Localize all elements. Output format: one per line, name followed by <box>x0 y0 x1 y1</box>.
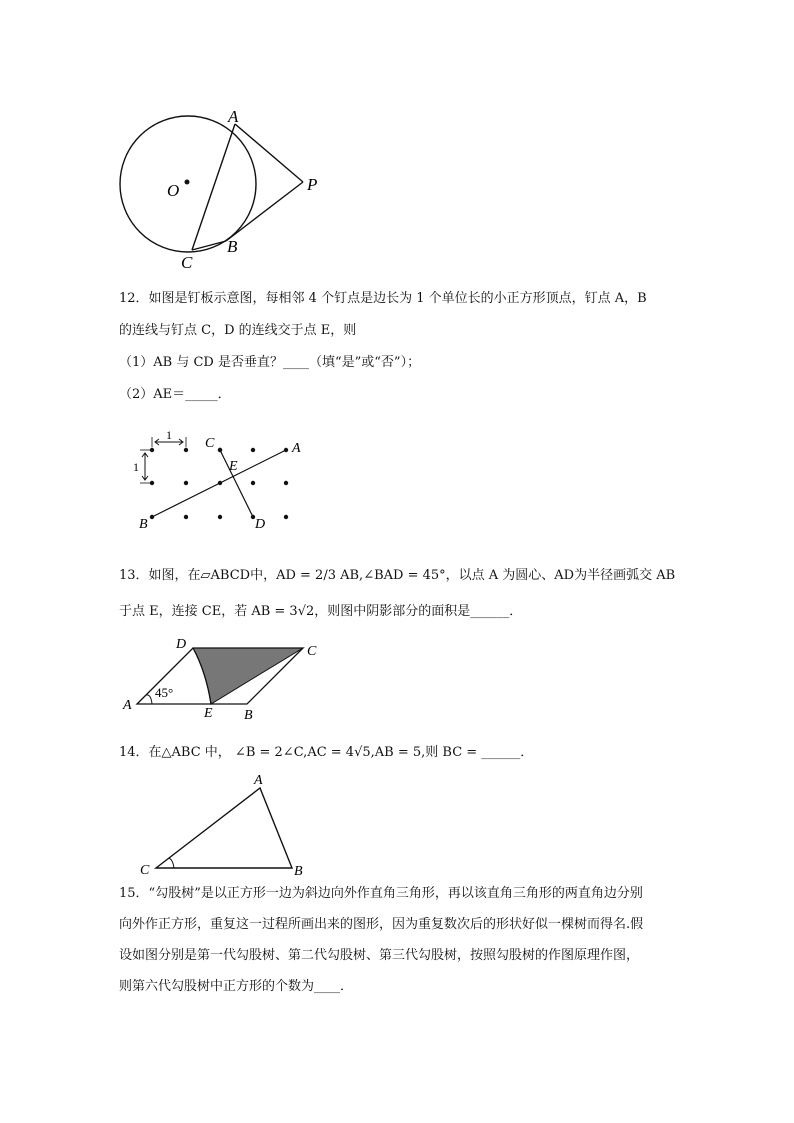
q15-line4: 则第六代勾股树中正方形的个数为____． <box>119 979 354 994</box>
q12-line1: 12．如图是钉板示意图，每相邻 4 个钉点是边长为 1 个单位长的小正方形顶点，钉点 A，B <box>119 291 647 306</box>
label-b: B <box>294 864 303 879</box>
q12-line4: （2）AE＝_____． <box>119 387 231 402</box>
figure-12-pegboard <box>125 425 315 535</box>
q13-line1: 13．如图，在▱ABCD中，AD = 2/3 AB,∠BAD = 45°，以点 A 为圆心、AD为半径画弧交 AB <box>119 568 676 583</box>
q12-line3: （1）AB 与 CD 是否垂直？____（填“是”或“否”）； <box>119 355 421 370</box>
label-e: E <box>204 706 213 721</box>
label-a: A <box>292 441 301 456</box>
label-c: C <box>205 436 215 451</box>
label-p: P <box>307 175 318 194</box>
label-b: B <box>227 237 238 256</box>
figure-13-parallelogram <box>118 632 338 724</box>
figure-11-circle-tangents <box>110 100 340 275</box>
label-a: A <box>254 773 263 788</box>
chord-ac <box>192 124 235 250</box>
label-b: B <box>139 517 148 532</box>
q15-line1: 15．“勾股树”是以正方形一边为斜边向外作直角三角形，再以该直角三角形的两直角边分别 <box>119 886 643 901</box>
label-one-h: 1 <box>166 428 172 442</box>
triangle-abc <box>156 788 292 868</box>
angle-arc <box>146 695 152 704</box>
label-c: C <box>181 253 193 272</box>
label-e: E <box>229 459 238 474</box>
label-a: A <box>228 107 239 126</box>
segment-ab <box>152 450 286 517</box>
figure-14-triangle <box>130 768 320 880</box>
label-d: D <box>255 517 266 532</box>
label-b: B <box>244 708 253 723</box>
label-c: C <box>140 863 150 878</box>
label-o: O <box>167 181 180 200</box>
tangent-pa <box>235 124 303 182</box>
q13-line2: 于点 E，连接 CE，若 AB = 3√2，则图中阴影部分的面积是______． <box>119 604 523 619</box>
label-angle: 45° <box>155 685 174 700</box>
q15-line2: 向外作正方形，重复这一过程所画出来的图形，因为重复数次后的形状好似一棵树而得名.假 <box>119 917 644 932</box>
tangent-pb <box>226 182 303 241</box>
q14-line1: 14．在△ABC 中， ∠B = 2∠C,AC = 4√5,AB = 5,则 BC = ______． <box>119 745 534 760</box>
angle-c-arc <box>169 858 174 868</box>
center-dot <box>185 180 190 185</box>
q12-line2: 的连线与钉点 C，D 的连线交于点 E，则 <box>119 323 357 338</box>
q15-line3: 设如图分别是第一代勾股树、第二代勾股树、第三代勾股树，按照勾股树的作图原理作图， <box>119 948 640 963</box>
label-one-v: 1 <box>133 460 139 474</box>
label-a: A <box>123 698 132 713</box>
label-d: D <box>176 637 187 652</box>
label-c: C <box>307 644 317 659</box>
